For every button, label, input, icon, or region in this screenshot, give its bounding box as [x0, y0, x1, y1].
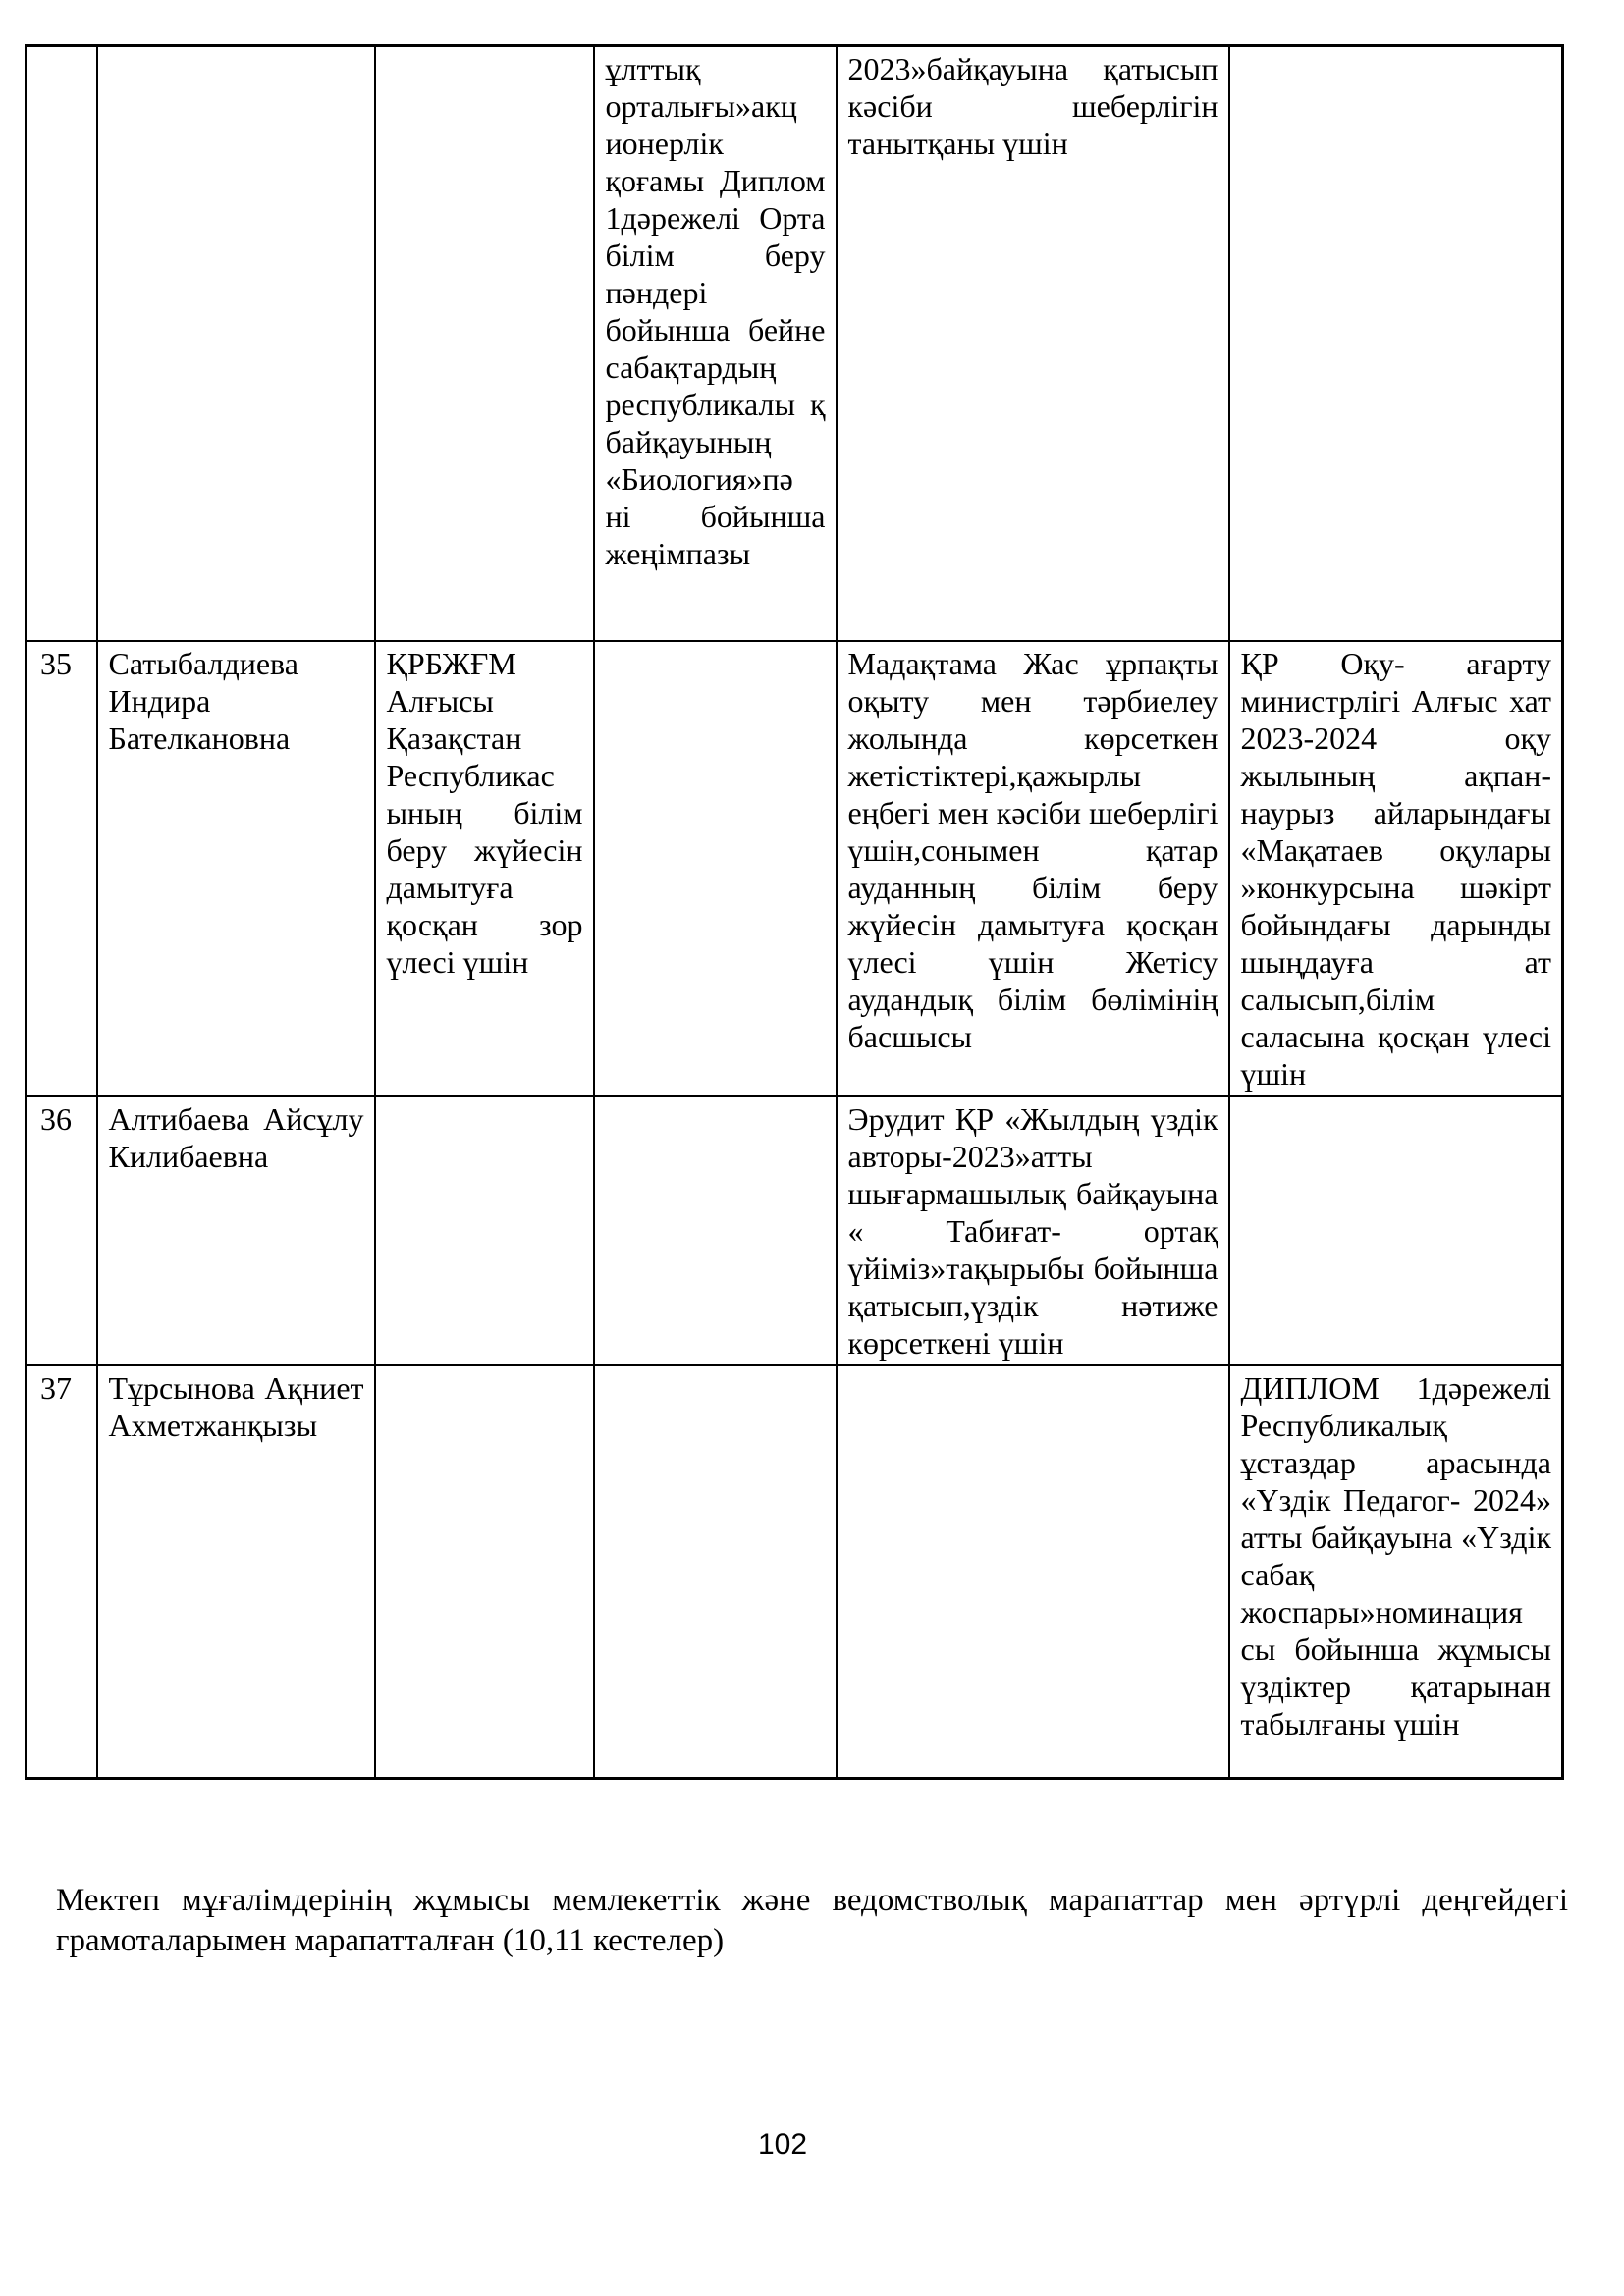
award-cell: [375, 46, 594, 642]
award-cell: ҚРБЖҒМ Алғысы Қазақстан Республикас ының білім беру жүйесін дамытуға қосқан зор үлесі үшін: [375, 641, 594, 1096]
table-row-37: [27, 1365, 1563, 1779]
teacher-name-cell: Тұрсынова Ақниет Ахметжанқызы: [97, 1365, 375, 1779]
award-cell: [594, 641, 837, 1096]
award-cell: Эрудит ҚР «Жылдың үздік авторы-2023»атты шығармашылық байқауына « Табиғат- ортақ үйіміз»тақырыбы бойынша қатысып,үздік нәтиже көрсеткені үшін: [837, 1096, 1229, 1365]
teacher-name-cell: Алтибаева Айсұлу Килибаевна: [97, 1096, 375, 1365]
award-cell: 2023»байқауына қатысып кәсіби шеберлігін танытқаны үшін: [837, 46, 1229, 642]
award-cell: [375, 1096, 594, 1365]
row-number-cell: [27, 46, 97, 642]
row-number-cell: 37: [27, 1365, 97, 1779]
teacher-name-cell: Сатыбалдиева Индира Бателкановна: [97, 641, 375, 1096]
table-row-35: [27, 641, 1563, 1096]
table-row-36: [27, 1096, 1563, 1365]
award-cell: [837, 1365, 1229, 1779]
award-cell: [1229, 46, 1563, 642]
page-number: 102: [757, 2128, 808, 2161]
summary-paragraph: Мектеп мұғалімдерінің жұмысы мемлекеттік және ведомстволық марапаттар мен әртүрлі деңгейдегі грамоталарымен марапатталған (10,11 кестелер): [56, 1883, 1568, 1958]
award-cell: ұлттық орталығы»акц ионерлік қоғамы Диплом 1дәрежелі Орта білім беру пәндері бойынша бейне сабақтардың республикалы қ байқауының «Биология»пә ні бойынша жеңімпазы: [594, 46, 837, 642]
award-cell: ҚР Оқу- ағарту министрлігі Алғыс хат 2023-2024 оқу жылының ақпан- наурыз айларындағы «Мақатаев оқулары »конкурсына шәкірт бойындағы дарынды шыңдауға ат салысып,білім саласына қосқан үлесі үшін: [1229, 641, 1563, 1096]
row-number-cell: 36: [27, 1096, 97, 1365]
award-cell: [594, 1096, 837, 1365]
row-number-cell: 35: [27, 641, 97, 1096]
awards-table: [25, 44, 1564, 1780]
award-cell: [1229, 1096, 1563, 1365]
award-cell: [594, 1365, 837, 1779]
award-cell: [375, 1365, 594, 1779]
table-row-continuation: [27, 46, 1563, 642]
award-cell: ДИПЛОМ 1дәрежелі Республикалық ұстаздар арасында «Үздік Педагог- 2024» атты байқауына «Үздік сабақ жоспары»номинация сы бойынша жұмысы үздіктер қатарынан табылғаны үшін: [1229, 1365, 1563, 1779]
award-cell: Мадақтама Жас ұрпақты оқыту мен тәрбиелеу жолында көрсеткен жетістіктері,қажырлы еңбегі мен кәсіби шеберлігі үшін,сонымен қатар ауданның білім беру жүйесін дамытуға қосқан үлесі үшін Жетісу аудандық білім бөлімінің басшысы: [837, 641, 1229, 1096]
teacher-name-cell: [97, 46, 375, 642]
